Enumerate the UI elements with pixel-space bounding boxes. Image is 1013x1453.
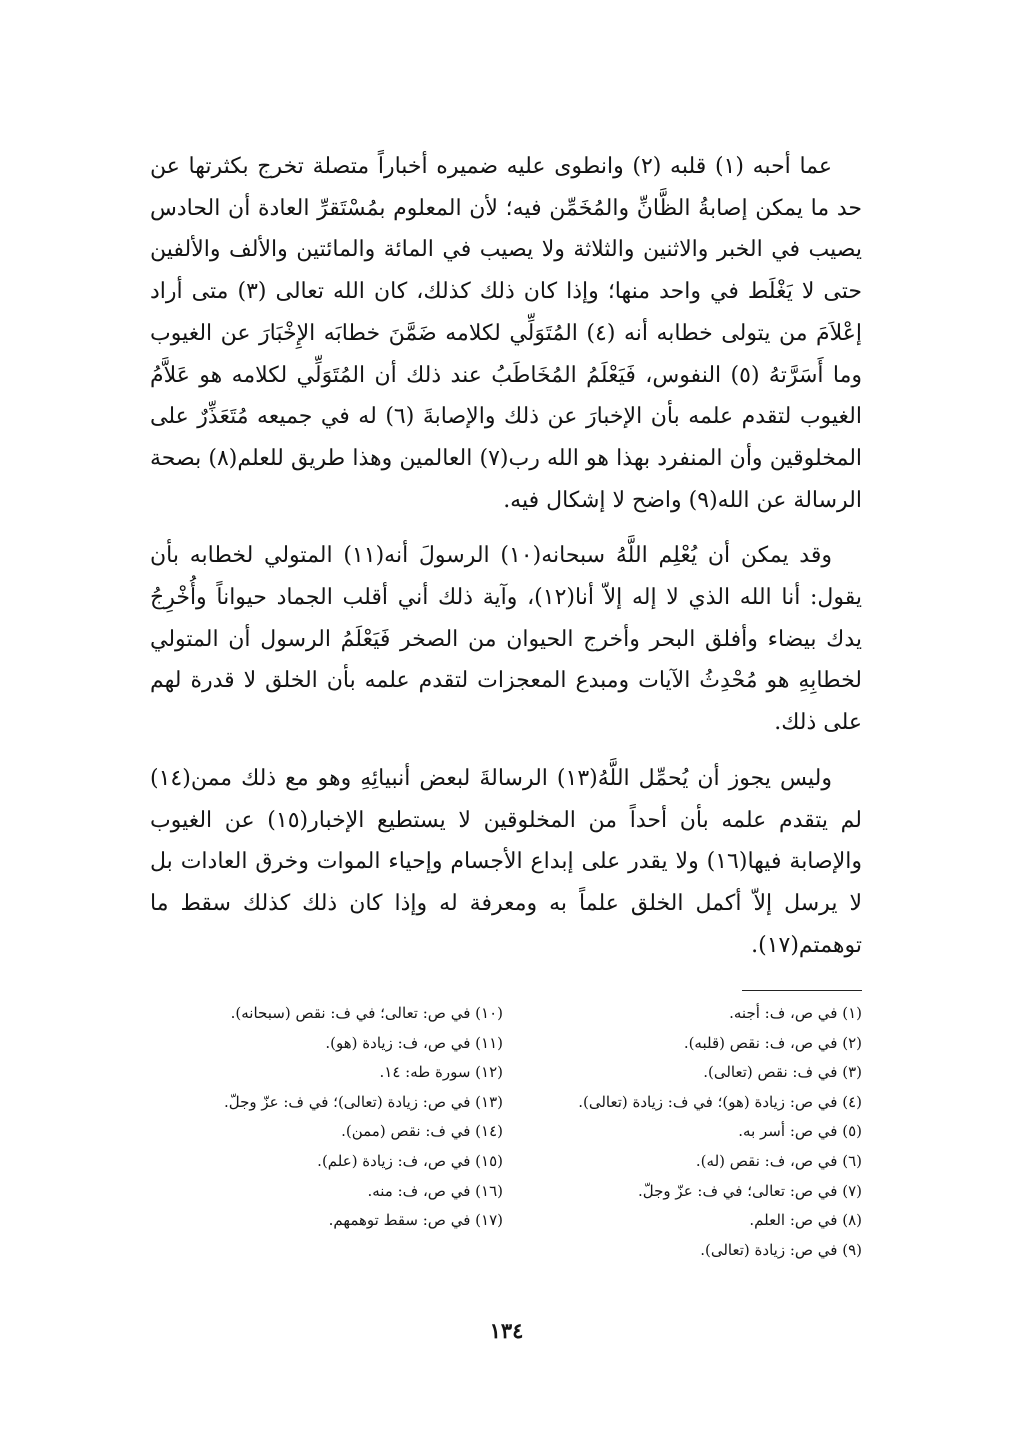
footnote-4: (٤) في ص: زيادة (هو)؛ في ف: زيادة (تعالى). — [578, 1092, 862, 1111]
footnote-6: (٦) في ص، ف: نقص (له). — [695, 1151, 862, 1170]
footnote-11: (١١) في ص، ف: زيادة (هو). — [325, 1033, 503, 1052]
paragraph-2: وقد يمكن أن يُعْلِم اللَّهُ سبحانه(١٠) الرسولَ أنه(١١) المتولي لخطابه بأن يقول: أنا الله الذي لا إله إلاّ أنا(١٢)، وآية ذلك أني أقلب الجماد حيواناً وأُخْرِجُ يدك بيضاء وأفلق البحر وأخرج الحيوان من الصخر فَيَعْلَمُ الرسول أن المتولي لخطابِهِ هو مُحْدِثُ الآيات ومبدع المعجزات لتقدم علمه بأن الخلق لا قدرة لهم على ذلك. — [150, 543, 863, 736]
footnotes-left-column — [133, 999, 503, 1236]
footnote-1: (١) في ص، ف: أجنه. — [729, 1004, 862, 1022]
footnote-14: (١٤) في ف: نقص (ممن). — [341, 1122, 503, 1141]
paragraph-1: عما أحبه (١) قلبه (٢) وانطوى عليه ضميره أخباراً متصلة تخرج بكثرتها عن حد ما يمكن إصابةُ الظَّانِّ والمُخَمِّن فيه؛ لأن المعلوم بمُسْتَقرِّ العادة أن الحادس يصيب في الخبر والاثنين والثلاثة ولا يصيب في المائة والمائتين والألف والألفين حتى لا يَغْلَط في واحد منها؛ وإذا كان ذلك كذلك، كان الله تعالى (٣) متى أراد إعْلاَمَ من يتولى خطابه أنه (٤) المُتَوَلِّي لكلامه ضَمَّنَ خطابَه الإِخْبَارَ عن الغيوب وما أَسَرَّتهُ (٥) النفوس، فَيَعْلَمُ المُخَاطَبُ عند ذلك أن المُتَوَلِّي لكلامه هو عَلاَّمُ الغيوب لتقدم علمه بأن الإخبارَ عن ذلك والإصابةَ (٦) له في جميعه مُتَعَذِّرٌ على المخلوقين وأن المنفرد بهذا هو الله رب(٧) العالمين وهذا طريق للعلم(٨) بصحة الرسالة عن الله(٩) واضح لا إشكال فيه. — [150, 154, 863, 513]
footnote-16: (١٦) في ص، ف: منه. — [367, 1181, 503, 1200]
footnote-12: (١٢) سورة طه: ١٤. — [379, 1063, 503, 1082]
footnote-8: (٨) في ص: العلم. — [749, 1211, 862, 1230]
footnote-17: (١٧) في ص: سقط توهمهم. — [328, 1211, 503, 1230]
footnote-13: (١٣) في ص: زيادة (تعالى)؛ في ف: عزّ وجلّ. — [223, 1092, 503, 1111]
footnote-3: (٣) في ف: نقص (تعالى). — [703, 1063, 862, 1082]
footnote-15: (١٥) في ص، ف: زيادة (علم). — [317, 1151, 503, 1170]
footnote-5: (٥) في ص: أسر به. — [738, 1122, 862, 1141]
footnote-9: (٩) في ص: زيادة (تعالى). — [700, 1240, 862, 1259]
footnote-2: (٢) في ص، ف: نقص (قلبه). — [683, 1033, 862, 1052]
paragraph-3: وليس يجوز أن يُحمِّل اللَّهُ(١٣) الرسالةَ لبعض أنبيائِهِ وهو مع ذلك ممن(١٤) لم يتقدم علمه بأن أحداً من المخلوقين لا يستطيع الإخبار(١٥) عن الغيوب والإصابة فيها(١٦) ولا يقدر على إبداع الأجسام وإحياء الموات وخرق العادات بل لا يرسل إلاّ أكمل الخلق علماً به ومعرفة له وإذا كان ذلك كذلك سقط ما توهمتم(١٧). — [150, 765, 863, 958]
page-number: ١٣٤ — [489, 1318, 524, 1343]
main-text — [150, 146, 862, 966]
footnote-divider — [742, 990, 862, 991]
footnote-7: (٧) في ص: تعالى؛ في ف: عزّ وجلّ. — [638, 1181, 862, 1200]
footnote-10: (١٠) في ص: تعالى؛ في ف: نقص (سبحانه). — [230, 1004, 503, 1022]
footnotes-right-column — [507, 999, 862, 1265]
